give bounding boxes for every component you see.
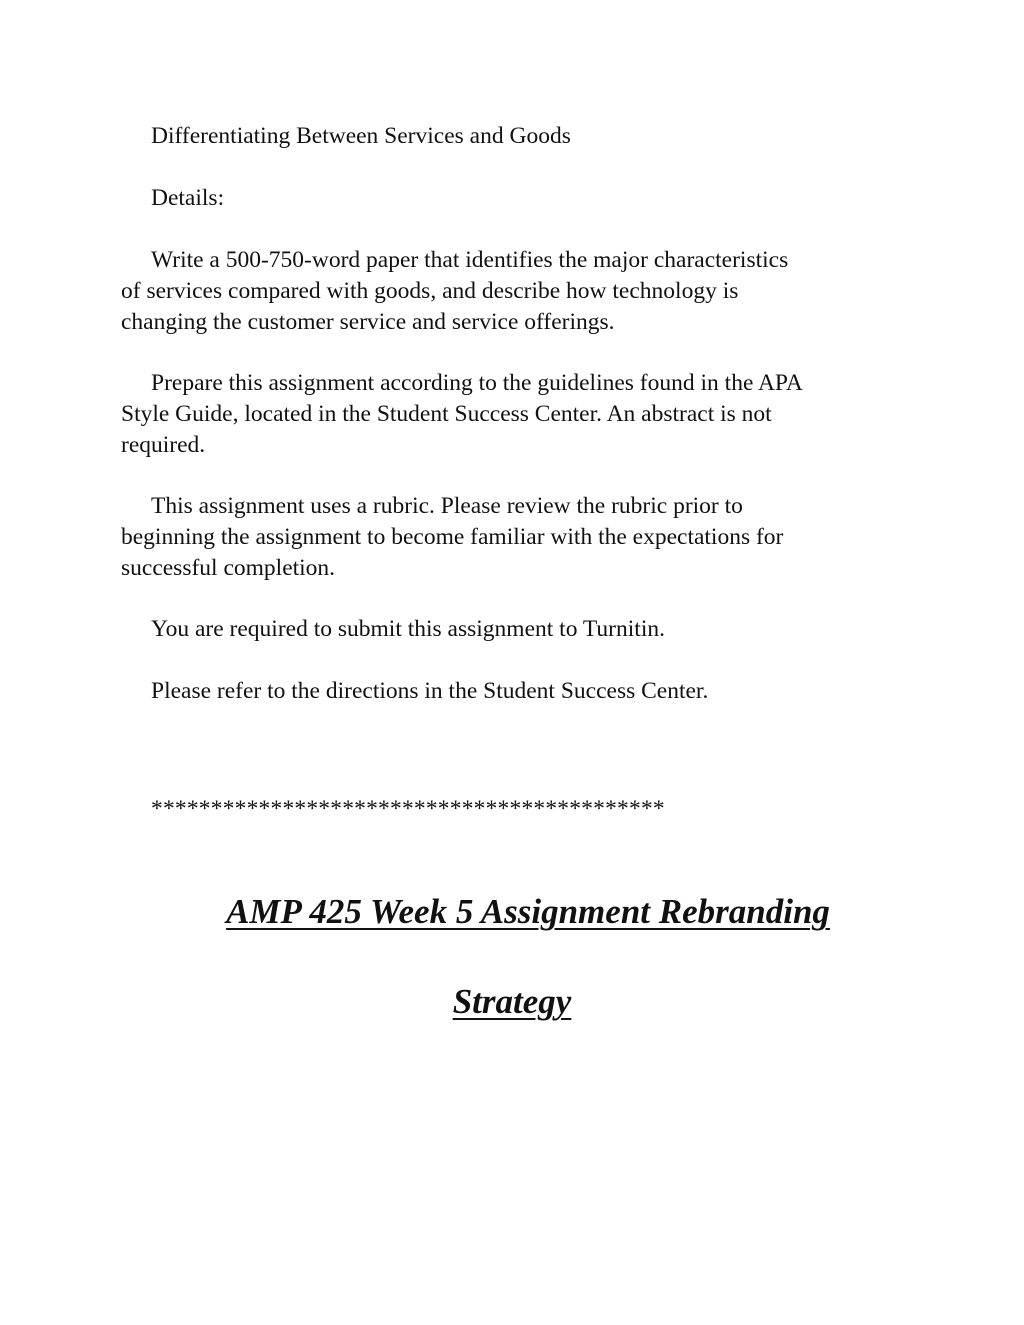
paragraph-line: successful completion. [121, 555, 336, 581]
paragraph-line: Style Guide, located in the Student Success Center. An abstract is not [121, 401, 772, 427]
paragraph-line: This assignment uses a rubric. Please review the rubric prior to [151, 493, 743, 519]
turnitin-text: You are required to submit this assignment to Turnitin. [151, 616, 665, 642]
details-label [121, 183, 911, 214]
title-text: Differentiating Between Services and Goods [151, 123, 571, 149]
paragraph-requirements [121, 245, 911, 338]
paragraph-line: required. [121, 432, 206, 458]
assignment-title-line [121, 121, 911, 152]
section-heading-line2: Strategy [452, 982, 572, 1021]
paragraph-line: changing the customer service and service offerings. [121, 309, 615, 335]
paragraph-rubric [121, 491, 911, 584]
directions-text: Please refer to the directions in the Student Success Center. [151, 678, 709, 704]
turnitin-instruction [121, 614, 911, 645]
section-heading-line1: AMP 425 Week 5 Assignment Rebranding [226, 892, 830, 931]
paragraph-line: of services compared with goods, and describe how technology is [121, 278, 739, 304]
paragraph-line: beginning the assignment to become familiar with the expectations for [121, 524, 784, 550]
paragraph-line: Prepare this assignment according to the guidelines found in the APA [151, 370, 803, 396]
paragraph-line: Write a 500-750-word paper that identifies the major characteristics [151, 247, 789, 273]
details-text: Details: [151, 185, 225, 211]
separator-asterisks: ******************************************* [151, 796, 665, 822]
paragraph-apa-guidelines [121, 368, 911, 461]
directions-instruction [121, 676, 911, 707]
